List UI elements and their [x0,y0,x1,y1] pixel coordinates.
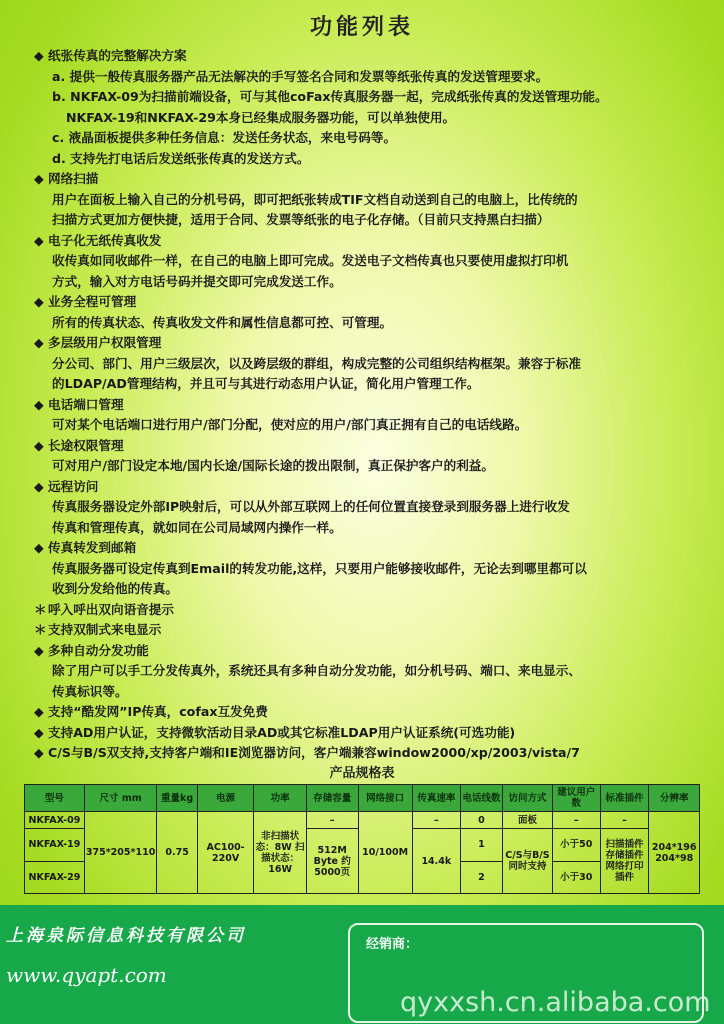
feature-heading [34,395,704,416]
bullet-icon: ◆ [34,704,44,719]
wattage-value: 非扫描状态：8W 扫描状态：16W [254,812,307,894]
website-link[interactable]: www.qyapt.com [6,963,167,987]
feature-heading [34,723,704,744]
feature-line: b. NKFAX-09为扫描前端设备，可与其他coFax传真服务器一起，完成纸张传真的发送管理功能。 [52,89,608,104]
spec-row-09 [25,812,700,829]
plugins-09: – [600,812,649,829]
fax-rate-09: – [412,812,460,829]
page-title: 功能列表 [309,15,414,40]
feature-heading [34,333,704,354]
feature-line: d. 支持先打电话后发送纸张传真的发送方式。 [52,150,310,166]
feature-line: 所有的传真状态、传真收发文件和属性信息都可控、可管理。 [52,314,393,330]
feature-heading-text: 多层级用户权限管理 [48,335,162,350]
header-network: 网络接口 [358,785,412,812]
feature-line: 除了用户可以手工分发传真外，系统还具有多种自动分发功能，如分机号码、端口、来电显示、 [52,663,581,678]
feature-heading-text: 纸张传真的完整解决方案 [48,48,187,63]
feature-heading-text: 长途权限管理 [48,437,124,453]
feature-heading [34,477,704,498]
feature-heading [34,641,704,662]
spec-table [24,784,700,894]
feature-heading-text: 远程访问 [48,478,99,494]
bullet-icon: ◆ [34,335,44,350]
header-access: 访问方式 [502,785,552,812]
feature-heading-text: 支持双制式来电显示 [48,622,162,637]
feature-heading-text: 呼入呼出双向语音提示 [48,601,174,617]
feature-heading-text: 支持AD用户认证，支持微软活动目录AD或其它标准LDAP用户认证系统(可选功能) [48,724,516,740]
spec-header-row [25,785,700,812]
fax-rate-value: 14.4k [412,829,460,894]
bullet-icon: ◆ [34,540,44,555]
bullet-icon: ◆ [34,724,44,740]
users-29: 小于30 [552,861,600,893]
feature-heading-text: 支持“酷发网”IP传真，cofax互发免费 [48,704,268,719]
model-09: NKFAX-09 [25,812,85,829]
bullet-icon: ◆ [34,437,44,453]
watermark-text: qyxxsh.cn.alibaba.com [400,987,711,1018]
feature-line: a. 提供一般传真服务器产品无法解决的手写签名合同和发票等纸张传真的发送管理要求。 [52,68,549,84]
feature-line: 收传真如同收邮件一样，在自己的电脑上即可完成。发送电子文档传真也只要使用虚拟打印机 [52,253,569,268]
resolution-value: 204*196 204*98 [649,812,700,894]
feature-line: 收到分发给他的传真。 [52,581,178,596]
model-19: NKFAX-19 [25,829,85,861]
bullet-icon: ◆ [34,171,44,186]
bullet-icon: ◆ [34,294,44,309]
footer-banner [0,905,724,1024]
feature-heading [34,620,704,641]
feature-heading-text: 电话端口管理 [48,396,124,412]
network-value: 10/100M [358,812,412,894]
header-lines: 电话线数 [461,785,503,812]
feature-line: 用户在面板上输入自己的分机号码，即可把纸张转成TIF文档自动送到自己的电脑上，比传统的 [52,191,578,207]
header-resolution: 分辨率 [649,785,700,812]
lines-19: 1 [461,829,503,861]
feature-line: 分公司、部门、用户三级层次，以及跨层级的群组，构成完整的公司组织结构框架。兼容于标准 [52,355,581,371]
header-model: 型号 [25,785,85,812]
feature-line: 可对用户/部门设定本地/国内长途/国际长途的拨出限制，真正保护客户的利益。 [52,458,494,473]
feature-line: c. 液晶面板提供多种任务信息：发送任务状态，来电号码等。 [52,130,397,145]
dealer-label: 经销商： [366,937,419,952]
feature-heading [34,436,704,457]
feature-heading-text: 业务全程可管理 [48,294,137,309]
users-09: – [552,812,600,829]
feature-line: 方式，输入对方电话号码并提交即可完成发送工作。 [52,273,342,289]
storage-09: – [306,812,358,829]
feature-heading [34,743,704,764]
users-19: 小于50 [552,829,600,861]
size-value: 375*205*110 [84,812,156,894]
feature-line: NKFAX-19和NKFAX-29本身已经集成服务器功能，可以单独使用。 [66,109,456,125]
bullet-icon: ＊ [34,601,47,617]
bullet-icon: ◆ [34,642,44,658]
feature-heading [34,231,704,252]
power-value: AC100-220V [197,812,253,894]
feature-line: 扫描方式更加方便快捷，适用于合同、发票等纸张的电子化存储。（目前只支持黑白扫描） [52,212,550,227]
header-fax-rate: 传真速率 [412,785,460,812]
access-value: C/S与B/S同时支持 [502,829,552,894]
feature-heading-text: 电子化无纸传真收发 [48,232,162,248]
lines-29: 2 [461,861,503,893]
header-size: 尺寸 mm [84,785,156,812]
feature-heading-text: 传真转发到邮箱 [48,540,137,555]
header-users: 建议用户数 [552,785,600,812]
bullet-icon: ◆ [34,48,44,63]
access-09: 面板 [502,812,552,829]
feature-line: 传真标识等。 [52,683,128,699]
bullet-icon: ◆ [34,478,44,494]
bullet-icon: ◆ [34,745,44,760]
storage-value: 512M Byte 约5000页 [306,829,358,894]
feature-line: 传真和管理传真，就如同在公司局域网内操作一样。 [52,519,342,535]
header-plugins: 标准插件 [600,785,649,812]
feature-heading [34,538,704,559]
feature-heading [34,702,704,723]
model-29: NKFAX-29 [25,861,85,893]
header-power: 电源 [197,785,253,812]
bullet-icon: ＊ [34,622,47,637]
feature-heading-text: 多种自动分发功能 [48,642,149,658]
feature-line: 传真服务器可设定传真到Email的转发功能,这样，只要用户能够接收邮件，无论去到哪里都可以 [52,560,587,576]
bullet-icon: ◆ [34,232,44,248]
feature-heading [34,292,704,313]
feature-heading-text: C/S与B/S双支持,支持客户端和IE浏览器访问，客户端兼容window2000/xp/2003/vista/7 [48,745,580,760]
plugins-value: 扫描插件 存储插件 网络打印插件 [600,829,649,894]
header-wattage: 功率 [254,785,307,812]
feature-line: 传真服务器设定外部IP映射后，可以从外部互联网上的任何位置直接登录到服务器上进行收发 [52,499,570,514]
header-weight: 重量kg [157,785,198,812]
company-name: 上海泉际信息科技有限公司 [6,926,246,946]
bullet-icon: ◆ [34,396,44,412]
spec-table-title: 产品规格表 [329,766,395,781]
weight-value: 0.75 [157,812,198,894]
feature-list [34,46,704,764]
feature-line: 可对某个电话端口进行用户/部门分配，使对应的用户/部门真正拥有自己的电话线路。 [52,417,528,432]
feature-heading-text: 网络扫描 [48,171,99,186]
feature-heading [34,600,704,621]
lines-09: 0 [461,812,503,829]
header-storage: 存储容量 [306,785,358,812]
feature-line: 的LDAP/AD管理结构，并且可与其进行动态用户认证，简化用户管理工作。 [52,376,480,391]
feature-heading [34,46,704,67]
feature-heading [34,169,704,190]
